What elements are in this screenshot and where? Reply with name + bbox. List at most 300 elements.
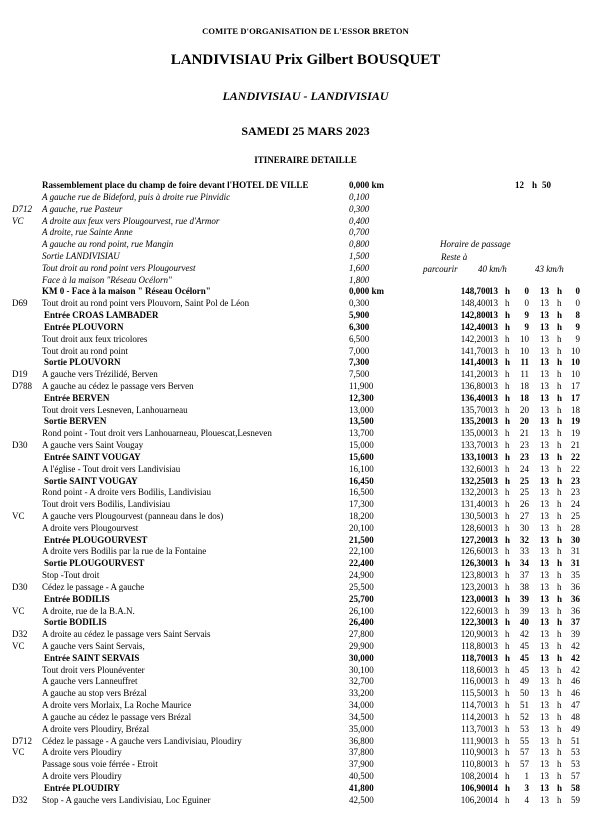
hour-separator: h bbox=[505, 428, 510, 439]
time-40-hour: 14 bbox=[489, 794, 498, 805]
time-43-minute: 23 bbox=[571, 475, 580, 486]
km-value: 25,700 bbox=[349, 593, 374, 604]
hour-separator: h bbox=[557, 711, 562, 722]
direction-text: Sortie PLOUGOURVEST bbox=[44, 558, 145, 569]
table-row bbox=[0, 498, 611, 510]
km-value: 26,100 bbox=[349, 605, 374, 616]
hour-separator: h bbox=[557, 735, 562, 746]
time-43-hour: 13 bbox=[540, 794, 549, 805]
km-value: 5,900 bbox=[349, 310, 370, 320]
hour-separator: h bbox=[557, 581, 562, 592]
km-value: 11,900 bbox=[349, 380, 374, 391]
time-43-hour: 13 bbox=[540, 771, 549, 781]
time-40-minute: 18 bbox=[520, 380, 529, 391]
km-value: 6,500 bbox=[349, 333, 370, 344]
time-40-minute: 57 bbox=[520, 747, 529, 758]
hour-separator: h bbox=[557, 369, 562, 380]
remaining-km: 113,700 bbox=[461, 723, 490, 734]
time-40-hour: 13 bbox=[489, 475, 498, 486]
table-row bbox=[0, 557, 611, 569]
time-43-minute: 30 bbox=[571, 534, 580, 545]
time-43-minute: 39 bbox=[571, 629, 580, 640]
time-40-hour: 13 bbox=[489, 310, 498, 320]
time-43-hour: 13 bbox=[540, 475, 549, 486]
hour-separator: h bbox=[557, 487, 562, 498]
direction-text: A gauche au stop vers Brézal bbox=[42, 688, 147, 699]
time-40-hour: 13 bbox=[489, 404, 498, 415]
hour-separator: h bbox=[505, 380, 510, 391]
direction-text: Tout droit au rond point bbox=[42, 345, 128, 356]
table-row bbox=[0, 439, 611, 451]
hour-separator: h bbox=[505, 641, 510, 651]
time-43-minute: 22 bbox=[571, 451, 580, 462]
road-number: VC bbox=[12, 641, 25, 651]
time-40-hour: 13 bbox=[489, 298, 498, 309]
direction-text: Face à la maison "Réseau Océlorn" bbox=[42, 274, 172, 285]
direction-text: Tout droit au rond point vers Plouvorn, Saint Pol de Léon bbox=[42, 298, 250, 309]
road-number: VC bbox=[12, 511, 25, 521]
road-number: D30 bbox=[12, 440, 28, 450]
table-row bbox=[0, 486, 611, 498]
time-43-hour: 13 bbox=[540, 321, 549, 332]
start-hour: 12 bbox=[515, 180, 524, 190]
km-value: 7,500 bbox=[349, 369, 370, 380]
time-43-hour: 13 bbox=[540, 534, 549, 545]
table-row bbox=[0, 510, 611, 522]
remaining-km: 135,700 bbox=[460, 404, 490, 415]
time-40-minute: 23 bbox=[520, 440, 529, 450]
direction-text: Rond point - A droite vers Bodilis, Landivisiau bbox=[42, 487, 211, 498]
time-43-minute: 51 bbox=[571, 735, 580, 746]
km-value: 13,700 bbox=[349, 428, 374, 439]
hour-separator: h bbox=[557, 747, 562, 758]
time-43-minute: 9 bbox=[575, 321, 580, 332]
table-row bbox=[0, 746, 611, 758]
direction-text: A droite vers Ploudiry bbox=[42, 747, 122, 758]
section-title: ITINERAIRE DETAILLE bbox=[254, 155, 357, 165]
remaining-km: 115,500 bbox=[461, 688, 490, 699]
hour-separator: h bbox=[557, 333, 562, 344]
time-40-hour: 13 bbox=[489, 617, 498, 628]
time-40-minute: 53 bbox=[520, 723, 529, 734]
time-43-hour: 13 bbox=[540, 581, 549, 592]
km-value: 22,100 bbox=[349, 546, 374, 557]
time-40-minute: 38 bbox=[520, 581, 529, 592]
time-40-minute: 20 bbox=[520, 416, 529, 427]
direction-text: A droite vers Plougourvest bbox=[42, 522, 139, 533]
time-43-minute: 8 bbox=[575, 310, 580, 320]
hour-separator: h bbox=[505, 546, 510, 557]
time-43-hour: 13 bbox=[540, 298, 549, 309]
km-value: 0,400 bbox=[349, 215, 370, 226]
time-40-minute: 9 bbox=[524, 310, 529, 320]
time-40-hour: 13 bbox=[489, 688, 498, 699]
time-43-minute: 25 bbox=[571, 511, 580, 521]
time-43-minute: 48 bbox=[571, 711, 580, 722]
time-40-minute: 39 bbox=[520, 593, 529, 604]
road-number: VC bbox=[12, 215, 24, 226]
time-43-hour: 13 bbox=[540, 286, 549, 297]
route-title: LANDIVISIAU - LANDIVISIAU bbox=[222, 89, 389, 103]
hour-separator: h bbox=[505, 286, 511, 297]
time-43-hour: 13 bbox=[540, 511, 549, 521]
time-43-hour: 13 bbox=[540, 759, 549, 770]
time-40-hour: 13 bbox=[489, 499, 498, 510]
road-number: D32 bbox=[12, 629, 28, 640]
time-40-hour: 14 bbox=[489, 771, 498, 781]
time-40-hour: 13 bbox=[489, 345, 498, 356]
hour-separator: h bbox=[557, 416, 563, 427]
direction-text: A gauche au cédez le passage vers Brézal bbox=[42, 711, 192, 722]
remaining-km: 110,900 bbox=[461, 747, 490, 758]
table-row bbox=[0, 711, 611, 723]
hour-separator: h bbox=[505, 723, 510, 734]
hour-separator: h bbox=[557, 629, 562, 640]
hour-separator: h bbox=[505, 688, 510, 699]
time-43-minute: 49 bbox=[571, 723, 580, 734]
hour-separator: h bbox=[505, 463, 510, 474]
table-row bbox=[0, 427, 611, 439]
table-row bbox=[0, 770, 611, 782]
km-value: 24,900 bbox=[349, 570, 374, 581]
time-40-minute: 9 bbox=[524, 321, 529, 332]
time-43-minute: 53 bbox=[571, 747, 580, 758]
hour-separator: h bbox=[557, 475, 563, 486]
time-40-minute: 21 bbox=[520, 428, 529, 439]
hour-separator: h bbox=[557, 652, 563, 663]
direction-text: Stop -Tout droit bbox=[42, 570, 100, 581]
table-row bbox=[0, 545, 611, 557]
time-40-minute: 33 bbox=[520, 546, 529, 557]
direction-text: Entrée CROAS LAMBADER bbox=[44, 310, 159, 320]
km-value: 0,300 bbox=[349, 298, 370, 309]
time-43-hour: 13 bbox=[540, 499, 549, 510]
time-43-minute: 42 bbox=[571, 641, 580, 651]
direction-text: Entrée BODILIS bbox=[44, 593, 110, 604]
direction-text: A gauche vers Plougourvest (panneau dans le dos) bbox=[42, 511, 224, 521]
time-40-minute: 37 bbox=[520, 570, 529, 581]
table-row bbox=[0, 404, 611, 416]
time-43-hour: 13 bbox=[540, 428, 549, 439]
table-row bbox=[0, 640, 611, 652]
time-40-hour: 13 bbox=[489, 286, 498, 297]
time-40-hour: 13 bbox=[489, 759, 498, 770]
table-row bbox=[0, 274, 611, 286]
time-40-hour: 13 bbox=[489, 440, 498, 450]
km-value: 36,800 bbox=[349, 735, 374, 746]
time-40-minute: 39 bbox=[520, 605, 529, 616]
remaining-km: 122,300 bbox=[460, 617, 490, 628]
table-row bbox=[0, 368, 611, 380]
time-43-hour: 13 bbox=[540, 782, 549, 793]
time-43-minute: 19 bbox=[571, 416, 580, 427]
road-number: D69 bbox=[12, 298, 28, 309]
table-row bbox=[0, 250, 611, 262]
direction-text: A gauche vers Lanneuffret bbox=[42, 676, 138, 687]
time-43-minute: 31 bbox=[571, 558, 580, 569]
direction-text: Tout droit vers Plounéventer bbox=[42, 664, 145, 675]
time-43-hour: 13 bbox=[540, 357, 549, 368]
time-40-hour: 13 bbox=[489, 581, 498, 592]
time-40-hour: 13 bbox=[489, 369, 498, 380]
remaining-km: 135,000 bbox=[460, 428, 490, 439]
time-43-hour: 13 bbox=[540, 688, 549, 699]
time-43-minute: 0 bbox=[575, 298, 580, 309]
hour-separator: h bbox=[557, 286, 563, 297]
time-40-minute: 45 bbox=[520, 641, 529, 651]
time-40-minute: 30 bbox=[520, 522, 529, 533]
km-value: 34,000 bbox=[349, 700, 374, 711]
hour-separator: h bbox=[505, 416, 511, 427]
time-43-minute: 9 bbox=[575, 333, 580, 344]
direction-text: A droite vers Morlaix, La Roche Maurice bbox=[42, 700, 192, 711]
hour-separator: h bbox=[505, 333, 510, 344]
remaining-km: 122,600 bbox=[460, 605, 490, 616]
road-number: D788 bbox=[12, 380, 32, 391]
remaining-km: 132,600 bbox=[460, 463, 490, 474]
table-row bbox=[0, 392, 611, 404]
direction-text: A gauche au cédez le passage vers Berven bbox=[42, 380, 194, 391]
km-value: 15,600 bbox=[349, 451, 374, 462]
time-43-hour: 13 bbox=[540, 723, 549, 734]
remaining-km: 130,500 bbox=[460, 511, 490, 521]
direction-text: Entrée PLOUVORN bbox=[44, 321, 124, 332]
hour-separator: h bbox=[557, 782, 563, 793]
time-43-hour: 13 bbox=[540, 333, 549, 344]
time-40-minute: 26 bbox=[520, 499, 529, 510]
direction-text: A droite au cédez le passage vers Saint Servais bbox=[42, 629, 211, 640]
km-value: 18,200 bbox=[349, 511, 374, 521]
hour-separator: h bbox=[557, 605, 562, 616]
time-43-minute: 10 bbox=[571, 369, 580, 380]
remaining-km: 108,200 bbox=[460, 771, 490, 781]
hour-separator: h bbox=[557, 664, 562, 675]
time-43-hour: 13 bbox=[540, 676, 549, 687]
hour-separator: h bbox=[505, 310, 511, 320]
hour-separator: h bbox=[505, 475, 511, 486]
table-row bbox=[0, 463, 611, 475]
remaining-km: 131,400 bbox=[460, 499, 490, 510]
remaining-km: 136,800 bbox=[460, 380, 490, 391]
hour-separator: h bbox=[505, 499, 510, 510]
time-43-hour: 13 bbox=[540, 369, 549, 380]
km-value: 34,500 bbox=[349, 711, 374, 722]
table-row bbox=[0, 356, 611, 368]
time-43-minute: 59 bbox=[571, 794, 580, 805]
km-value: 7,300 bbox=[349, 357, 370, 368]
hour-separator: h bbox=[557, 392, 563, 403]
table-row bbox=[0, 345, 611, 357]
time-43-minute: 0 bbox=[575, 286, 580, 297]
time-40-hour: 13 bbox=[489, 380, 498, 391]
remaining-km: 106,200 bbox=[460, 794, 490, 805]
time-40-minute: 18 bbox=[520, 392, 529, 403]
road-number: D32 bbox=[12, 794, 28, 805]
hour-separator: h bbox=[505, 652, 511, 663]
table-row bbox=[0, 179, 611, 191]
table-row bbox=[0, 652, 611, 664]
km-value: 0,300 bbox=[349, 203, 370, 214]
remaining-km: 148,400 bbox=[460, 298, 490, 309]
speed-label-40: 40 km/h bbox=[478, 264, 507, 274]
time-43-hour: 13 bbox=[540, 747, 549, 758]
km-value: 21,500 bbox=[349, 534, 374, 545]
hour-separator: h bbox=[557, 723, 562, 734]
direction-text: A droite, rue de la B.A.N. bbox=[42, 605, 135, 616]
table-row bbox=[0, 794, 611, 806]
hour-separator: h bbox=[505, 570, 510, 581]
direction-text: Sortie BODILIS bbox=[44, 617, 107, 628]
direction-text: A gauche, rue Pasteur bbox=[42, 203, 123, 214]
time-43-minute: 37 bbox=[571, 617, 580, 628]
hour-separator: h bbox=[505, 522, 510, 533]
remaining-km: 141,200 bbox=[460, 369, 490, 380]
remaining-km: 126,300 bbox=[460, 558, 490, 569]
time-40-minute: 24 bbox=[520, 463, 529, 474]
table-row bbox=[0, 285, 611, 297]
table-row bbox=[0, 616, 611, 628]
time-40-hour: 13 bbox=[489, 723, 498, 734]
time-40-hour: 13 bbox=[489, 321, 498, 332]
time-43-hour: 13 bbox=[540, 380, 549, 391]
time-40-hour: 13 bbox=[489, 747, 498, 758]
hour-separator: h bbox=[505, 747, 510, 758]
time-43-hour: 13 bbox=[540, 345, 549, 356]
hour-separator: h bbox=[557, 771, 562, 781]
km-value: 40,500 bbox=[349, 771, 374, 781]
km-value: 33,200 bbox=[349, 688, 374, 699]
time-40-minute: 10 bbox=[520, 345, 529, 356]
direction-text: A droite vers Ploudiry, Brézal bbox=[42, 723, 150, 734]
km-value: 27,800 bbox=[349, 629, 374, 640]
hour-separator: h bbox=[505, 440, 510, 450]
time-40-minute: 25 bbox=[520, 487, 529, 498]
table-row bbox=[0, 522, 611, 534]
direction-text: A gauche vers Saint Servais, bbox=[42, 641, 145, 651]
hour-separator: h bbox=[505, 593, 511, 604]
table-row bbox=[0, 723, 611, 735]
hour-separator: h bbox=[505, 664, 510, 675]
time-40-hour: 13 bbox=[489, 735, 498, 746]
remaining-km: 110,800 bbox=[461, 759, 490, 770]
time-43-minute: 18 bbox=[571, 404, 580, 415]
time-43-minute: 42 bbox=[571, 652, 580, 663]
hour-separator: h bbox=[505, 345, 510, 356]
table-row bbox=[0, 415, 611, 427]
km-value: 26,400 bbox=[349, 617, 374, 628]
hour-separator: h bbox=[557, 546, 562, 557]
direction-text: A droite aux feux vers Plougourvest, rue d'Armor bbox=[42, 215, 220, 226]
km-value: 25,500 bbox=[349, 581, 374, 592]
km-value: 42,500 bbox=[349, 794, 374, 805]
direction-text: Rassemblement place du champ de foire devant l'HOTEL DE VILLE bbox=[42, 180, 309, 190]
km-value: 0,700 bbox=[349, 227, 370, 238]
hour-separator: h bbox=[557, 511, 562, 521]
table-row bbox=[0, 203, 611, 215]
km-value: 16,450 bbox=[349, 475, 374, 486]
road-number: D30 bbox=[12, 581, 28, 592]
km-value: 0,800 bbox=[349, 239, 370, 250]
table-row bbox=[0, 226, 611, 238]
hour-separator: h bbox=[505, 392, 511, 403]
hour-separator: h bbox=[557, 499, 562, 510]
table-row bbox=[0, 569, 611, 581]
remaining-km: 106,900 bbox=[460, 782, 490, 793]
time-40-minute: 45 bbox=[520, 664, 529, 675]
race-title: LANDIVISIAU Prix Gilbert BOUSQUET bbox=[170, 52, 441, 68]
time-40-hour: 14 bbox=[489, 782, 498, 793]
time-43-minute: 46 bbox=[571, 676, 580, 687]
remaining-km: 123,000 bbox=[460, 593, 490, 604]
km-value: 30,000 bbox=[349, 652, 374, 663]
time-43-minute: 36 bbox=[571, 605, 580, 616]
time-40-minute: 23 bbox=[520, 451, 529, 462]
km-value: 29,900 bbox=[349, 641, 374, 651]
time-43-minute: 10 bbox=[571, 345, 580, 356]
hour-separator: h bbox=[557, 428, 562, 439]
km-value: 37,800 bbox=[349, 747, 374, 758]
hour-separator: h bbox=[557, 522, 562, 533]
time-40-hour: 13 bbox=[489, 605, 498, 616]
remaining-km: 148,700 bbox=[460, 286, 490, 297]
km-value: 1,600 bbox=[349, 262, 370, 273]
time-43-minute: 28 bbox=[571, 522, 580, 533]
time-40-hour: 13 bbox=[489, 487, 498, 498]
time-43-hour: 13 bbox=[540, 522, 549, 533]
hour-separator: h bbox=[557, 345, 562, 356]
direction-text: Tout droit vers Bodilis, Landivisiau bbox=[42, 499, 171, 510]
time-43-minute: 58 bbox=[571, 782, 580, 793]
km-value: 16,500 bbox=[349, 487, 374, 498]
time-40-minute: 51 bbox=[520, 700, 529, 711]
remaining-km: 133,700 bbox=[460, 440, 490, 450]
time-43-hour: 13 bbox=[540, 451, 549, 462]
hour-separator: h bbox=[505, 700, 510, 711]
table-row bbox=[0, 605, 611, 617]
schedule-label: Horaire de passage bbox=[440, 239, 511, 249]
time-40-hour: 13 bbox=[489, 711, 498, 722]
time-40-hour: 13 bbox=[489, 357, 498, 368]
time-43-hour: 13 bbox=[540, 629, 549, 640]
time-43-hour: 13 bbox=[540, 617, 549, 628]
table-row bbox=[0, 782, 611, 794]
remaining-km: 123,200 bbox=[460, 581, 490, 592]
time-40-hour: 13 bbox=[489, 463, 498, 474]
time-40-minute: 0 bbox=[524, 298, 529, 309]
km-value: 13,000 bbox=[349, 404, 374, 415]
time-43-minute: 36 bbox=[571, 593, 580, 604]
time-43-hour: 13 bbox=[540, 664, 549, 675]
time-43-hour: 13 bbox=[540, 440, 549, 450]
direction-text: Entrée PLOUDIRY bbox=[44, 782, 120, 793]
time-43-hour: 13 bbox=[540, 700, 549, 711]
table-row bbox=[0, 215, 611, 227]
race-date: SAMEDI 25 MARS 2023 bbox=[241, 124, 370, 138]
hour-separator: h bbox=[505, 534, 511, 545]
table-row bbox=[0, 758, 611, 770]
time-40-hour: 13 bbox=[489, 511, 498, 521]
remaining-km: 111,900 bbox=[461, 735, 490, 746]
direction-text: Sortie PLOUVORN bbox=[44, 357, 121, 368]
hour-separator: h bbox=[557, 759, 562, 770]
time-43-hour: 13 bbox=[540, 558, 549, 569]
hour-separator: h bbox=[557, 310, 563, 320]
time-43-minute: 22 bbox=[571, 463, 580, 474]
time-40-hour: 13 bbox=[489, 641, 498, 651]
time-40-minute: 11 bbox=[520, 369, 529, 380]
time-40-hour: 13 bbox=[489, 664, 498, 675]
direction-text: Entrée SAINT VOUGAY bbox=[44, 451, 141, 462]
